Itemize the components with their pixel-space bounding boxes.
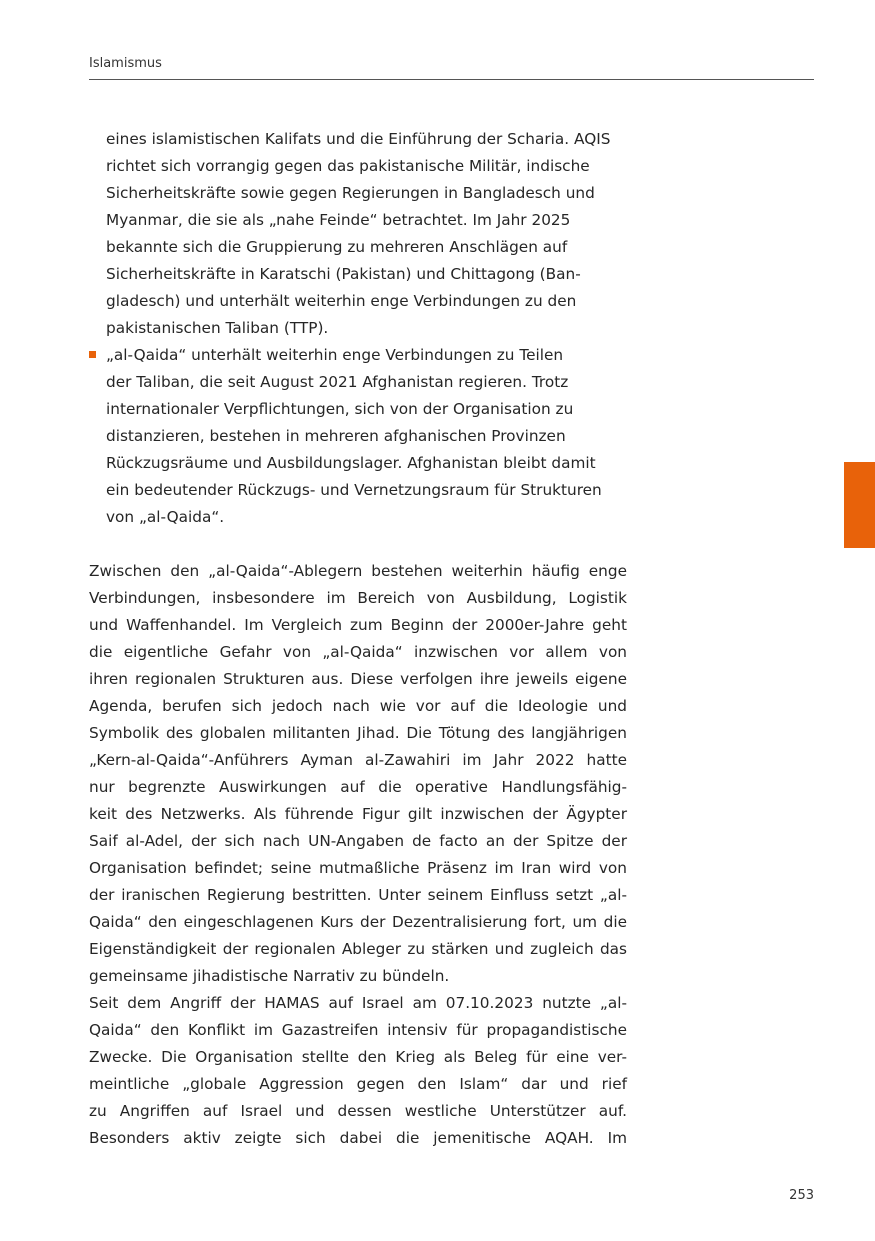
text-line: und Waffenhandel. Im Vergleich zum Beginn der 2000er-Jahre geht [89,616,627,634]
bullet-square-icon [89,351,96,358]
text-line: Qaida“ den eingeschlagenen Kurs der Dezentralisierung fort, um die [89,913,627,931]
bullet-item-al-qaida-taliban [106,342,628,531]
text-line: Rückzugsräume und Ausbildungslager. Afghanistan bleibt damit [106,454,596,472]
text-line: zu Angriffen auf Israel und dessen westliche Unterstützer auf. [89,1102,627,1120]
text-line: Besonders aktiv zeigte sich dabei die jemenitische AQAH. Im [89,1129,627,1147]
text-line: der Taliban, die seit August 2021 Afghanistan regieren. Trotz [106,373,569,391]
chapter-tab-marker [844,462,875,548]
text-line: eines islamistischen Kalifats und die Einführung der Scharia. AQIS [106,130,611,148]
page-number: 253 [789,1188,814,1203]
text-line: Zwischen den „al-Qaida“-Ablegern bestehen weiterhin häufig enge [89,562,627,580]
text-line: nur begrenzte Auswirkungen auf die operative Handlungsfähig- [89,778,627,796]
text-line: Agenda, berufen sich jedoch nach wie vor auf die Ideologie und [89,697,627,715]
text-line: Qaida“ den Konflikt im Gazastreifen intensiv für propagandistische [89,1021,627,1039]
header-divider [89,79,814,80]
text-line: Saif al-Adel, der sich nach UN-Angaben de facto an der Spitze der [89,832,627,850]
text-line: Zwecke. Die Organisation stellte den Krieg als Beleg für eine ver- [89,1048,627,1066]
text-line: internationaler Verpflichtungen, sich von der Organisation zu [106,400,574,418]
bullet-continuation-text [106,126,628,342]
text-line: Eigenständigkeit der regionalen Ableger zu stärken und zugleich das [89,940,627,958]
text-line: der iranischen Regierung bestritten. Unter seinem Einfluss setzt „al- [89,886,627,904]
text-line: „Kern-al-Qaida“-Anführers Ayman al-Zawahiri im Jahr 2022 hatte [89,751,627,769]
body-paragraph-1 [89,558,627,990]
body-paragraph-2 [89,990,627,1152]
text-line: die eigentliche Gefahr von „al-Qaida“ inzwischen vor allem von [89,643,627,661]
text-line: „al-Qaida“ unterhält weiterhin enge Verbindungen zu Teilen [106,346,564,364]
text-line: Organisation befindet; seine mutmaßliche Präsenz im Iran wird von [89,859,627,877]
text-line: Myanmar, die sie als „nahe Feinde“ betrachtet. Im Jahr 2025 [106,211,571,229]
text-line: richtet sich vorrangig gegen das pakistanische Militär, indische [106,157,590,175]
text-line: pakistanischen Taliban (TTP). [106,319,329,337]
text-line: ihren regionalen Strukturen aus. Diese verfolgen ihre jeweils eigene [89,670,627,688]
text-line: bekannte sich die Gruppierung zu mehreren Anschlägen auf [106,238,568,256]
text-line: Sicherheitskräfte in Karatschi (Pakistan) und Chittagong (Ban- [106,265,581,283]
text-line: Seit dem Angriff der HAMAS auf Israel am 07.10.2023 nutzte „al- [89,994,627,1012]
text-line: keit des Netzwerks. Als führende Figur gilt inzwischen der Ägypter [89,805,627,823]
text-line: Symbolik des globalen militanten Jihad. Die Tötung des langjährigen [89,724,627,742]
text-line: von „al-Qaida“. [106,508,225,526]
text-line: meintliche „globale Aggression gegen den Islam“ dar und rief [89,1075,627,1093]
text-line: Sicherheitskräfte sowie gegen Regierungen in Bangladesch und [106,184,595,202]
running-header-title: Islamismus [89,56,162,71]
text-line: ein bedeutender Rückzugs- und Vernetzungsraum für Strukturen [106,481,602,499]
text-line: gladesch) und unterhält weiterhin enge Verbindungen zu den [106,292,577,310]
text-line: Verbindungen, insbesondere im Bereich von Ausbildung, Logistik [89,589,627,607]
text-line: distanzieren, bestehen in mehreren afghanischen Provinzen [106,427,566,445]
text-line: gemeinsame jihadistische Narrativ zu bündeln. [89,967,450,985]
